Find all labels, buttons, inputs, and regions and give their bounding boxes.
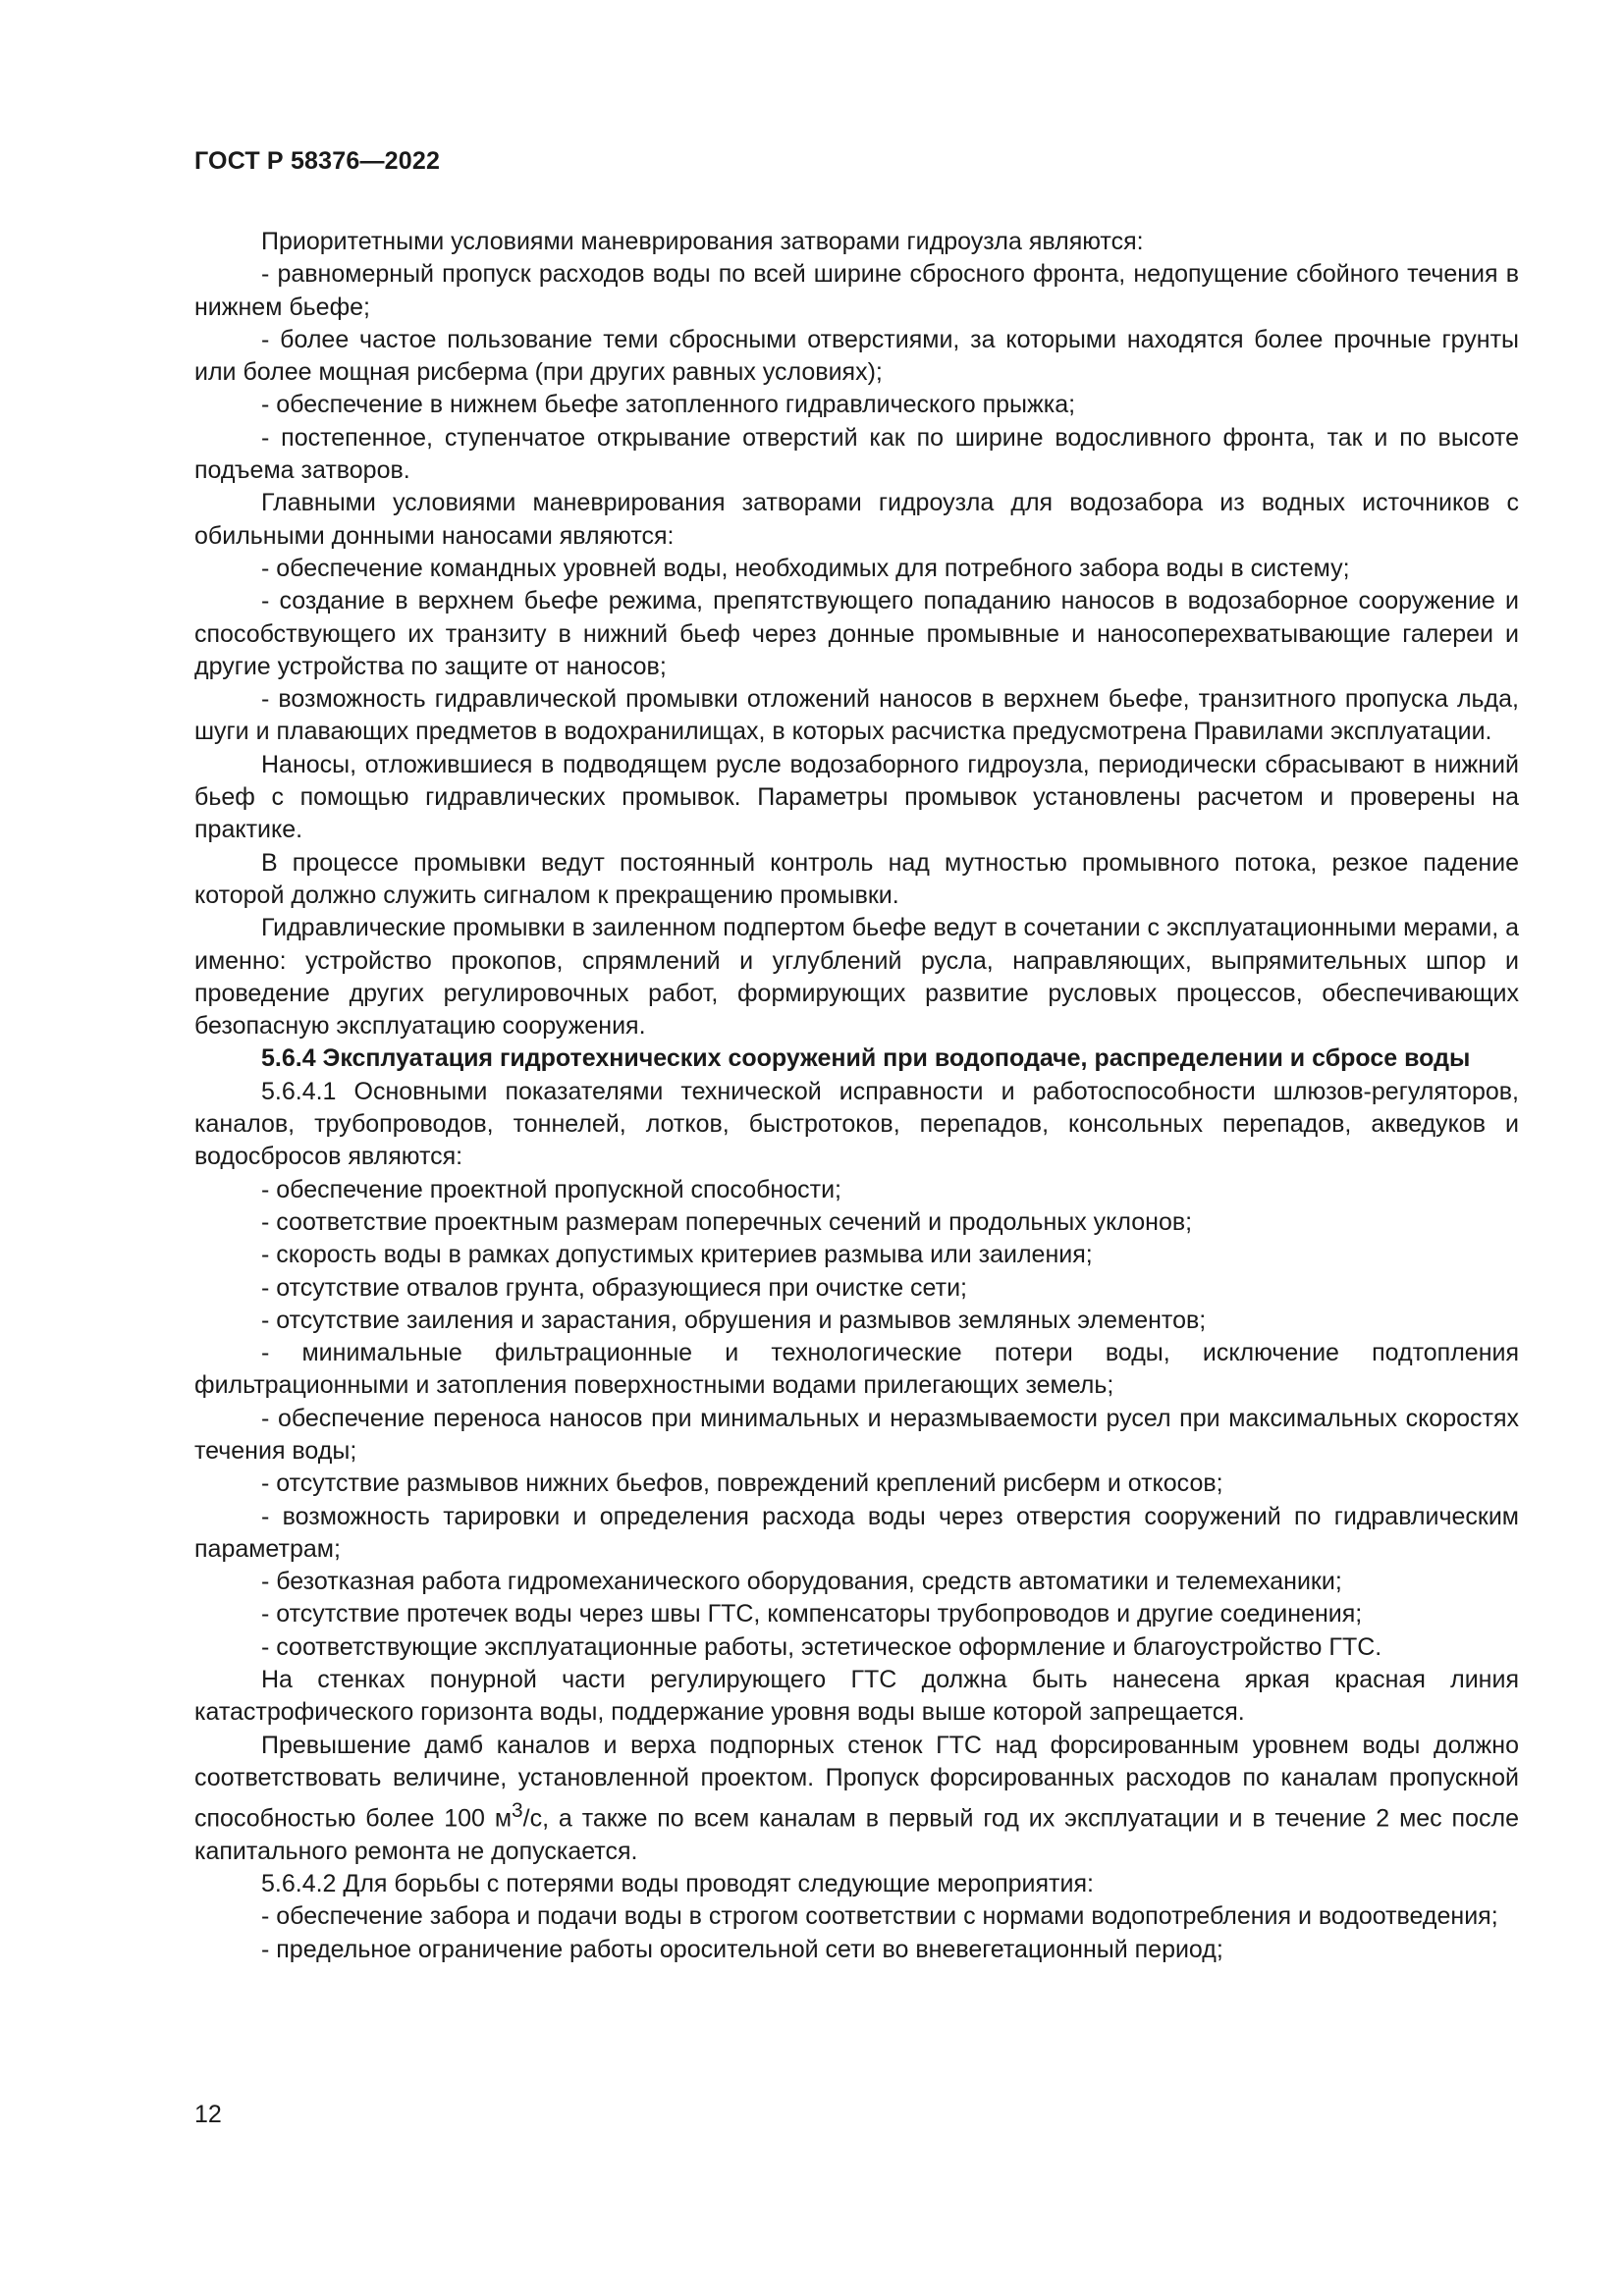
list-item: - отсутствие заиления и зарастания, обрушения и размывов земляных элементов; <box>261 1306 1207 1334</box>
paragraph: 5.6.4.1 Основными показателями технической исправности и работоспособности шлюзов-регуляторов, каналов, трубопроводов, тоннелей, лотков, быстротоков, перепадов, консольных перепадов, акведуков и водосбросов являются: <box>194 1077 1519 1171</box>
paragraph: В процессе промывки ведут постоянный контроль над мутностью промывного потока, резкое падение которой должно служить сигналом к прекращению промывки. <box>194 848 1519 909</box>
list-item: - возможность гидравлической промывки отложений наносов в верхнем бьефе, транзитного пропуска льда, шуги и плавающих предметов в водохранилищах, в которых расчистка предусмотрена Правилами эксплуатации. <box>194 685 1519 746</box>
list-item: - предельное ограничение работы оросительной сети во вневегетационный период; <box>261 1935 1223 1963</box>
paragraph: Гидравлические промывки в заиленном подпертом бьефе ведут в сочетании с эксплуатационными мерами, а именно: устройство прокопов, спрямлений и углублений русла, направляющих, выпрямительных шпор и проведение других регулировочных работ, формирующих развитие русловых процессов, обеспечивающих безопасную эксплуатацию сооружения. <box>194 914 1519 1041</box>
paragraph: Наносы, отложившиеся в подводящем русле водозаборного гидроузла, периодически сбрасывают в нижний бьеф с помощью гидравлических промывок. Параметры промывок установлены расчетом и проверены на практике. <box>194 750 1519 844</box>
list-item: - постепенное, ступенчатое открывание отверстий как по ширине водосливного фронта, так и по высоте подъема затворов. <box>194 423 1519 485</box>
paragraph: 5.6.4.2 Для борьбы с потерями воды проводят следующие мероприятия: <box>261 1870 1094 1898</box>
list-item: - отсутствие отвалов грунта, образующиеся при очистке сети; <box>261 1273 967 1302</box>
list-item: - обеспечение проектной пропускной способности; <box>261 1175 841 1203</box>
list-item: - соответствующие эксплуатационные работы, эстетическое оформление и благоустройство ГТС. <box>261 1632 1382 1661</box>
superscript: 3 <box>512 1799 523 1823</box>
paragraph: Главными условиями маневрирования затворами гидроузла для водозабора из водных источников с обильными донными наносами являются: <box>194 489 1519 550</box>
document-header: ГОСТ Р 58376—2022 <box>194 147 441 175</box>
paragraph: Приоритетными условиями маневрирования затворами гидроузла являются: <box>261 228 1144 255</box>
list-item: - создание в верхнем бьефе режима, препятствующего попаданию наносов в водозаборное сооружение и способствующего их транзиту в нижний бьеф через донные промывные и наносоперехватывающие галереи и другие устройства по защите от наносов; <box>194 587 1519 680</box>
list-item: - минимальные фильтрационные и технологические потери воды, исключение подтопления фильтрационными и затопления поверхностными водами прилегающих земель; <box>194 1339 1519 1400</box>
list-item: - более частое пользование теми сбросными отверстиями, за которыми находятся более прочные грунты или более мощная рисберма (при других равных условиях); <box>194 325 1519 387</box>
list-item: - безотказная работа гидромеханического оборудования, средств автоматики и телемеханики; <box>261 1568 1342 1596</box>
paragraph: На стенках понурной части регулирующего ГТС должна быть нанесена яркая красная линия катастрофического горизонта воды, поддержание уровня воды выше которой запрещается. <box>194 1666 1519 1727</box>
section-heading: 5.6.4 Эксплуатация гидротехнических сооружений при водоподаче, распределении и сбросе воды <box>261 1044 1471 1073</box>
list-item: - скорость воды в рамках допустимых критериев размыва или заиления; <box>261 1241 1093 1269</box>
list-item: - обеспечение переноса наносов при минимальных и неразмываемости русел при максимальных скоростях течения воды; <box>194 1404 1519 1465</box>
page-number: 12 <box>194 2101 222 2128</box>
list-item: - равномерный пропуск расходов воды по всей ширине сбросного фронта, недопущение сбойного течения в нижнем бьефе; <box>194 260 1519 321</box>
list-item: - обеспечение в нижнем бьефе затопленного гидравлического прыжка; <box>261 391 1076 419</box>
list-item: - соответствие проектным размерам поперечных сечений и продольных уклонов; <box>261 1207 1193 1236</box>
paragraph <box>194 1730 1519 1869</box>
list-item: - отсутствие размывов нижних бьефов, повреждений креплений рисберм и откосов; <box>261 1469 1223 1498</box>
paragraph-text: Превышение дамб каналов и верха подпорных стенок ГТС над форсированным уровнем воды должно соответствовать величине, установленной проектом. Пропуск форсированных расходов по каналам пропускной способностью более 100 м <box>194 1731 1519 1833</box>
list-item: - отсутствие протечек воды через швы ГТС, компенсаторы трубопроводов и другие соединения; <box>261 1600 1363 1629</box>
list-item: - обеспечение командных уровней воды, необходимых для потребного забора воды в систему; <box>261 554 1350 582</box>
document-body <box>194 226 1519 1966</box>
list-item: - обеспечение забора и подачи воды в строгом соответствии с нормами водопотребления и водоотведения; <box>261 1902 1498 1931</box>
list-item: - возможность тарировки и определения расхода воды через отверстия сооружений по гидравлическим параметрам; <box>194 1502 1519 1563</box>
paragraph-text: /с, а также по всем каналам в первый год их эксплуатации и в течение 2 мес после капитального ремонта не допускается. <box>194 1804 1519 1865</box>
